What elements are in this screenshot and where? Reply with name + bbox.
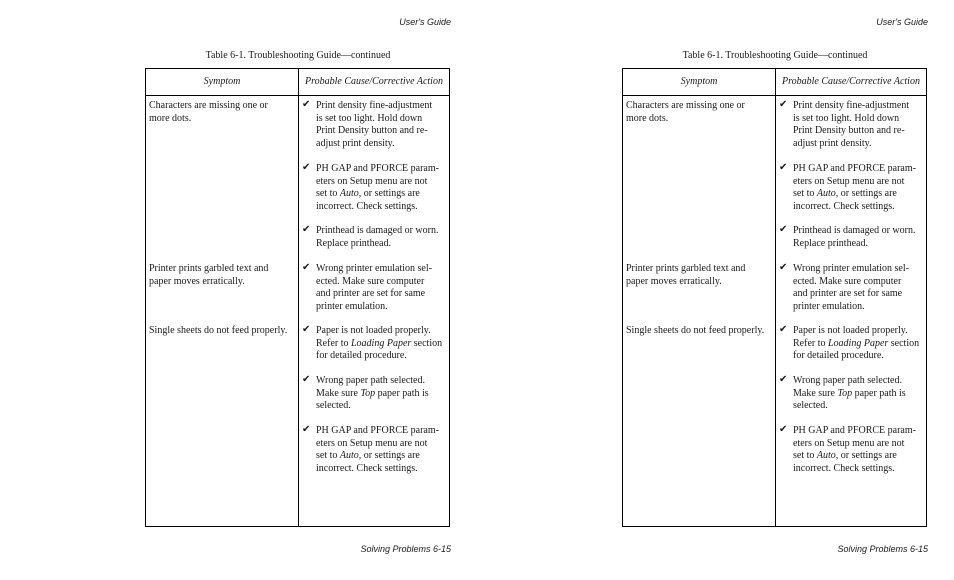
- page-right: [477, 0, 954, 580]
- cause-paper-not-loaded: ✔ Paper is not loaded properly. Refer to Loading Paper section for detailed procedure.: [779, 324, 920, 362]
- check-icon: ✔: [302, 324, 311, 335]
- symptom-sheets-feed: Single sheets do not feed properly.: [626, 325, 765, 336]
- column-divider: [775, 69, 776, 526]
- cause-wrong-paper-path: ✔ Wrong paper path selected. Make sure Top paper path is selected.: [302, 374, 429, 412]
- header-divider: [146, 95, 449, 96]
- cause-ph-gap: ✔ PH GAP and PFORCE param- eters on Setup menu are not set to Auto, or settings are incorrect. Check settings.: [779, 162, 916, 212]
- symptom-missing-dots: Characters are missing one or more dots.: [626, 100, 745, 124]
- check-icon: ✔: [302, 424, 311, 435]
- cause-print-density: ✔ Print density fine-adjustment is set too light. Hold down Print Density button and re- adjust print density.: [779, 99, 910, 149]
- cause-print-density: ✔ Print density fine-adjustment is set too light. Hold down Print Density button and re- adjust print density.: [302, 99, 433, 149]
- column-header-symptom: Symptom: [680, 76, 718, 87]
- check-icon: ✔: [302, 374, 311, 385]
- column-header-cause: Probable Cause/Corrective Action: [305, 76, 443, 87]
- check-icon: ✔: [779, 424, 788, 435]
- check-icon: ✔: [779, 324, 788, 335]
- column-divider: [298, 69, 299, 526]
- check-icon: ✔: [302, 162, 311, 173]
- check-icon: ✔: [779, 162, 788, 173]
- symptom-sheets-feed: Single sheets do not feed properly.: [149, 325, 288, 336]
- cause-printhead-damaged: ✔ Printhead is damaged or worn. Replace printhead.: [302, 224, 439, 249]
- cause-ph-gap-2: ✔ PH GAP and PFORCE param- eters on Setup menu are not set to Auto, or settings are incorrect. Check settings.: [779, 424, 916, 474]
- check-icon: ✔: [779, 99, 788, 110]
- table-caption: Table 6-1. Troubleshooting Guide—continued: [682, 50, 868, 61]
- check-icon: ✔: [779, 262, 788, 273]
- symptom-garbled-text: Printer prints garbled text and paper moves erratically.: [149, 263, 269, 287]
- running-footer: Solving Problems 6-15: [837, 544, 928, 554]
- cause-ph-gap: ✔ PH GAP and PFORCE param- eters on Setup menu are not set to Auto, or settings are incorrect. Check settings.: [302, 162, 439, 212]
- running-header: User's Guide: [876, 17, 928, 27]
- symptom-missing-dots: Characters are missing one or more dots.: [149, 100, 268, 124]
- running-header: User's Guide: [399, 17, 451, 27]
- symptom-garbled-text: Printer prints garbled text and paper moves erratically.: [626, 263, 746, 287]
- troubleshooting-table: [622, 68, 927, 527]
- cause-wrong-emulation: ✔ Wrong printer emulation sel- ected. Make sure computer and printer are set for same printer emulation.: [779, 262, 909, 312]
- column-header-symptom: Symptom: [203, 76, 241, 87]
- column-header-cause: Probable Cause/Corrective Action: [782, 76, 920, 87]
- cause-paper-not-loaded: ✔ Paper is not loaded properly. Refer to Loading Paper section for detailed procedure.: [302, 324, 443, 362]
- cause-wrong-paper-path: ✔ Wrong paper path selected. Make sure Top paper path is selected.: [779, 374, 906, 412]
- running-footer: Solving Problems 6-15: [360, 544, 451, 554]
- cause-printhead-damaged: ✔ Printhead is damaged or worn. Replace printhead.: [779, 224, 916, 249]
- check-icon: ✔: [302, 99, 311, 110]
- table-caption: Table 6-1. Troubleshooting Guide—continued: [205, 50, 391, 61]
- cause-ph-gap-2: ✔ PH GAP and PFORCE param- eters on Setup menu are not set to Auto, or settings are incorrect. Check settings.: [302, 424, 439, 474]
- check-icon: ✔: [779, 224, 788, 235]
- header-divider: [623, 95, 926, 96]
- check-icon: ✔: [779, 374, 788, 385]
- check-icon: ✔: [302, 224, 311, 235]
- check-icon: ✔: [302, 262, 311, 273]
- troubleshooting-table: [145, 68, 450, 527]
- cause-wrong-emulation: ✔ Wrong printer emulation sel- ected. Make sure computer and printer are set for same printer emulation.: [302, 262, 432, 312]
